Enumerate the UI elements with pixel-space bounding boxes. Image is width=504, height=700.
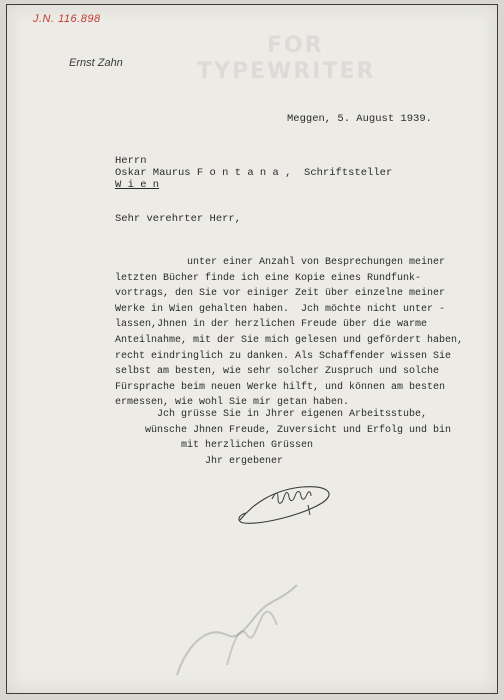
body-line: letzten Bücher finde ich eine Kopie eines Rundfunk-	[115, 272, 422, 284]
body-line: Fürsprache beim neuen Werke hilft, und können am besten	[115, 381, 446, 393]
recipient-line-3: W i e n	[115, 179, 160, 191]
body-line: Werke in Wien gehalten haben. Jch möchte nicht unter -	[115, 303, 446, 315]
letter-sheet	[6, 4, 498, 694]
closing-line: wünsche Jhnen Freude, Zuversicht und Erfolg und bin	[115, 424, 452, 436]
body-line: Anteilnahme, mit der Sie mich gelesen und gefördert haben,	[115, 334, 464, 346]
body-line: vortrags, den Sie vor einiger Zeit über einzelne meiner	[115, 288, 446, 300]
recipient-address	[115, 155, 392, 191]
body-line: recht eindringlich zu danken. Als Schaffender wissen Sie	[115, 350, 452, 362]
recipient-line-1: Herrn	[115, 155, 147, 167]
handwritten-signature	[232, 475, 342, 535]
letterhead-name: Ernst Zahn	[69, 57, 123, 69]
closing-line: Jch grüsse Sie in Jhrer eigenen Arbeitsstube,	[115, 409, 428, 420]
closing-line: Jhr ergebener	[115, 455, 284, 467]
body-line: unter einer Anzahl von Besprechungen meiner	[115, 257, 446, 268]
paper-watermark	[197, 33, 375, 85]
watermark-line-2: TYPEWRITER	[197, 59, 376, 84]
salutation: Sehr verehrter Herr,	[115, 213, 242, 225]
place-date: Meggen, 5. August 1939.	[287, 113, 432, 125]
body-line: selbst am besten, wie sehr solcher Zuspruch und solche	[115, 366, 440, 378]
pencil-annotation	[157, 565, 337, 685]
recipient-line-2: Oskar Maurus F o n t a n a , Schriftsteller	[115, 167, 393, 179]
letter-body	[115, 255, 463, 411]
body-line: lassen,Jhnen in der herzlichen Freude über die warme	[115, 319, 428, 331]
closing-line: mit herzlichen Grüssen	[115, 440, 314, 452]
body-line: ermessen, wie wohl Sie mir getan haben.	[115, 397, 350, 409]
watermark-line-1: FOR	[267, 33, 324, 58]
letter-closing	[115, 407, 451, 469]
archive-number: J.N. 116.898	[33, 13, 101, 25]
